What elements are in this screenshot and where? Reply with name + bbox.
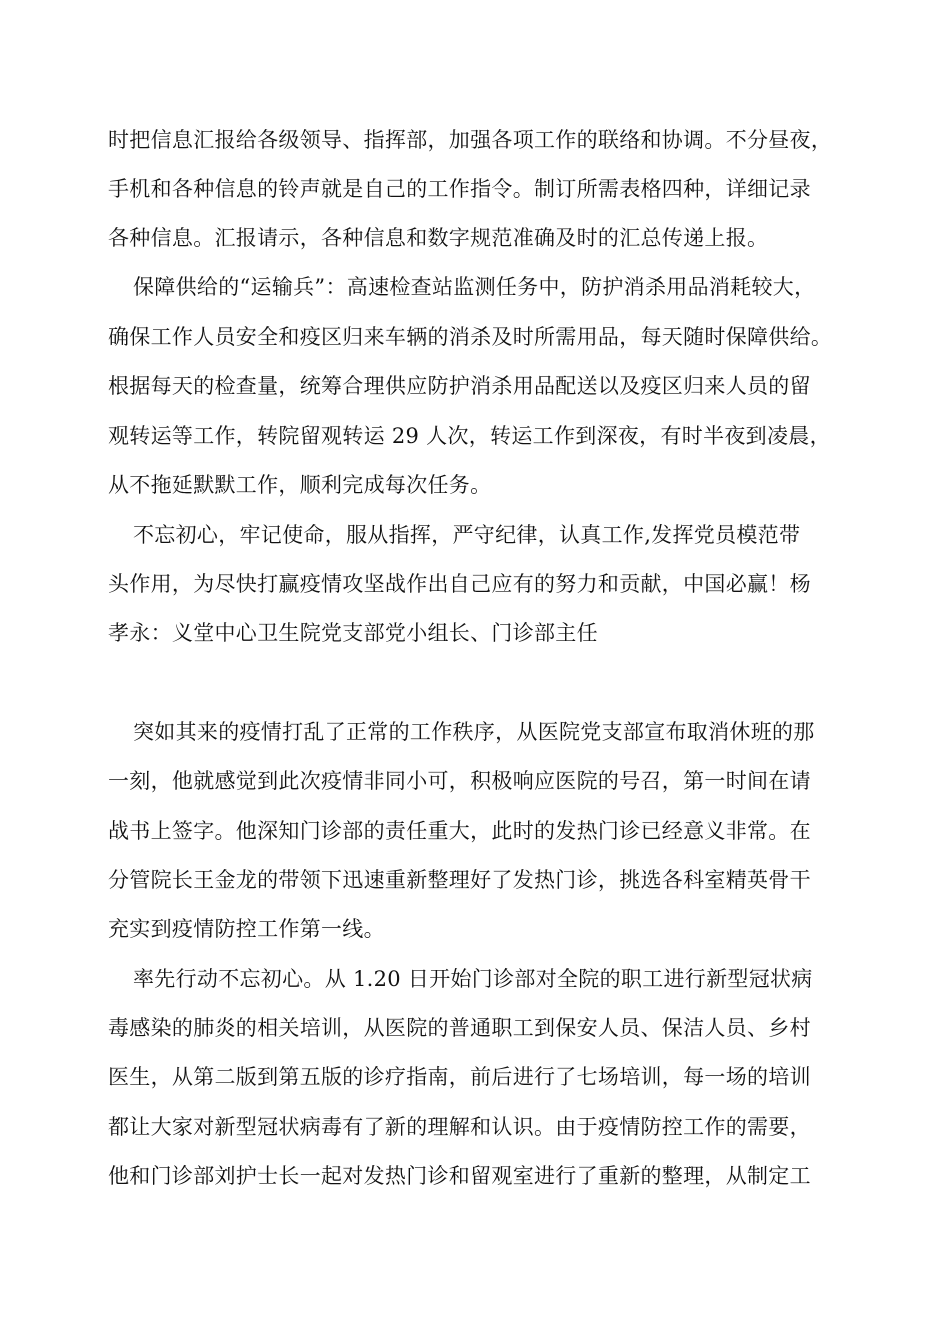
text-line: 根据每天的检查量，统筹合理供应防护消杀用品配送以及疫区归来人员的留 — [108, 374, 811, 398]
text-line: 分管院长王金龙的带领下迅速重新整理好了发热门诊，挑选各科室精英骨干 — [108, 868, 811, 892]
text-line: 毒感染的肺炎的相关培训，从医院的普通职工到保安人员、保洁人员、乡村 — [108, 1016, 811, 1040]
text-line: 手机和各种信息的铃声就是自己的工作指令。制订所需表格四种，详细记录 — [108, 177, 811, 201]
text-line: 突如其来的疫情打乱了正常的工作秩序，从医院党支部宣布取消休班的那 — [133, 720, 815, 744]
text-line: 孝永：义堂中心卫生院党支部党小组长、门诊部主任 — [108, 621, 598, 645]
text-line: 时把信息汇报给各级领导、指挥部，加强各项工作的联络和协调。不分昼夜， — [108, 128, 833, 152]
text-line: 从不拖延默默工作，顺利完成每次任务。 — [108, 473, 492, 497]
text-line: 头作用，为尽快打赢疫情攻坚战作出自己应有的努力和贡献，中国必赢！杨 — [108, 572, 811, 596]
text-line: 确保工作人员安全和疫区归来车辆的消杀及时所需用品，每天随时保障供给。 — [108, 325, 833, 349]
text-line: 一刻，他就感觉到此次疫情非同小可，积极响应医院的号召，第一时间在请 — [108, 769, 811, 793]
text-line: 观转运等工作，转院留观转运 29 人次，转运工作到深夜，有时半夜到凌晨， — [108, 424, 831, 448]
text-line: 医生，从第二版到第五版的诊疗指南，前后进行了七场培训，每一场的培训 — [108, 1065, 811, 1089]
text-line: 充实到疫情防控工作第一线。 — [108, 917, 385, 941]
text-line: 保障供给的“运输兵”：高速检查站监测任务中，防护消杀用品消耗较大， — [133, 275, 816, 299]
text-line: 不忘初心，牢记使命，服从指挥，严守纪律，认真工作,发挥党员模范带 — [133, 523, 801, 547]
text-line: 各种信息。汇报请示，各种信息和数字规范准确及时的汇总传递上报。 — [108, 226, 769, 250]
text-line: 战书上签字。他深知门诊部的责任重大，此时的发热门诊已经意义非常。在 — [108, 819, 811, 843]
text-line: 他和门诊部刘护士长一起对发热门诊和留观室进行了重新的整理，从制定工 — [108, 1164, 811, 1188]
text-line: 都让大家对新型冠状病毒有了新的理解和认识。由于疫情防控工作的需要， — [108, 1115, 811, 1139]
text-line: 率先行动不忘初心。从 1.20 日开始门诊部对全院的职工进行新型冠状病 — [133, 967, 813, 991]
